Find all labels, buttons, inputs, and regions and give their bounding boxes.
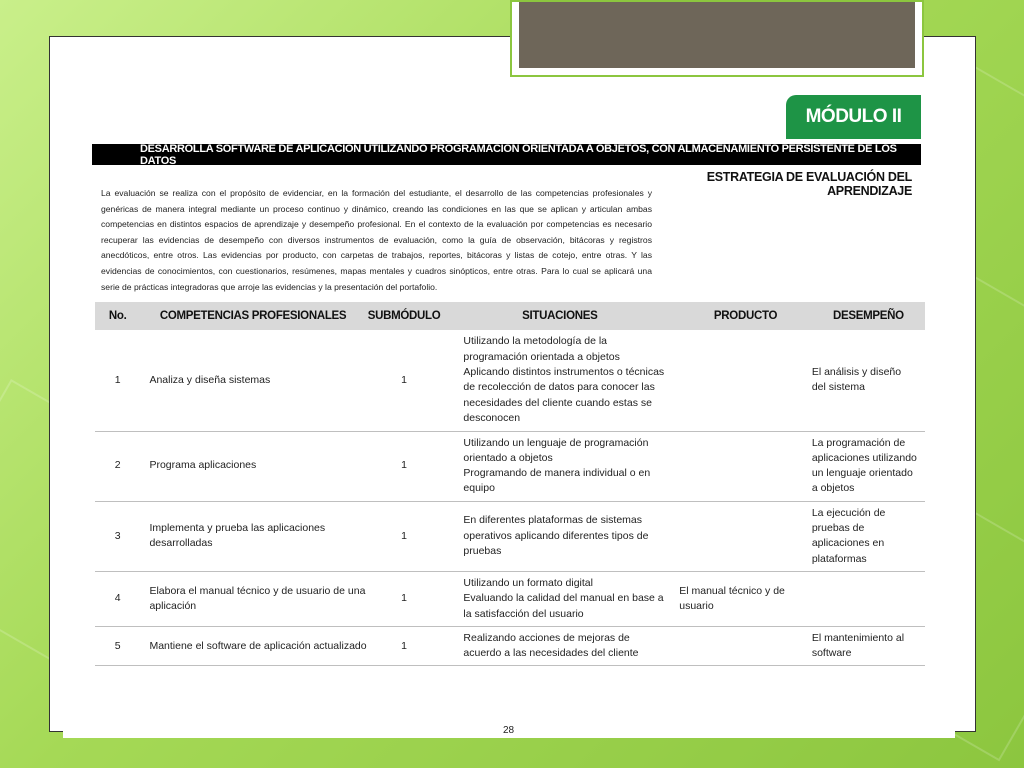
cell-no: 3 [95, 501, 140, 571]
module-tab: MÓDULO II [786, 95, 921, 139]
desempeno-line: plataformas [811, 552, 867, 565]
cell-producto [679, 330, 812, 431]
cell-submodulo: 1 [367, 330, 442, 431]
cell-submodulo: 1 [367, 626, 442, 666]
desempeno-line: del sistema [811, 381, 865, 394]
cell-desempeno [812, 431, 925, 501]
header-no: No. [95, 302, 140, 330]
situacion-line: necesidades del cliente cuando estas se [463, 396, 652, 409]
situacion-line: de recolección de datos para conocer las [463, 381, 655, 394]
section-title: ESTRATEGIA DE EVALUACIÓN DEL APRENDIZAJE [706, 170, 912, 198]
cell-no: 4 [95, 571, 140, 626]
situacion-line: Aplicando distintos instrumentos o técnicas [463, 365, 665, 378]
table-row [95, 431, 925, 501]
cell-competencia: Elabora el manual técnico y de usuario de una aplicación [140, 571, 366, 626]
situacion-line: desconocen [463, 411, 521, 424]
cell-producto [679, 626, 812, 666]
cell-desempeno [812, 626, 925, 666]
cell-producto: El manual técnico y de usuario [679, 571, 812, 626]
situacion-line: acuerdo a las necesidades del cliente [463, 647, 639, 660]
situacion-line: operativos aplicando diferentes tipos de [463, 529, 649, 542]
intro-paragraph: La evaluación se realiza con el propósito de evidenciar, en la formación del estudiante, el desarrollo de las competencias profesionales y genéricas de manera integral mediante un proceso continuo y dinámico, creando las condiciones en las que se aplican y articulan ambas competencias en distintos espacios de aprendizaje y desempeño profesional. En el contexto de la evaluación por competencias es necesario recuperar las evidencias de desempeño con diversos instrumentos de evaluación, como la guía de observación, bitácoras y registros anecdóticos, entre otros. Las evidencias por producto, con carpetas de trabajos, reportes, bitácoras y listas de cotejo, entre otras. Y las evidencias de conocimientos, con cuestionarios, resúmenes, mapas mentales y cuadros sinópticos, entre otras. Para lo cual se aplicará una serie de prácticas integradoras que arroje las evidencias y la presentación del portafolio. [101, 188, 652, 292]
header-situaciones: SITUACIONES [441, 302, 679, 330]
header-producto: PRODUCTO [679, 302, 812, 330]
cell-submodulo: 1 [367, 571, 442, 626]
cell-competencia: Analiza y diseña sistemas [140, 330, 366, 431]
situacion-line: la satisfacción del usuario [463, 607, 584, 620]
header-desempeno: DESEMPEÑO [812, 302, 925, 330]
desempeno-line: pruebas de [811, 521, 865, 534]
table-row [95, 626, 925, 666]
situacion-line: pruebas [463, 544, 502, 557]
situacion-line: programación orientada a objetos [463, 350, 620, 363]
desempeno-line: La ejecución de [811, 506, 886, 519]
situacion-line: Utilizando un formato digital [463, 576, 593, 589]
cell-no: 1 [95, 330, 140, 431]
situacion-line: Realizando acciones de mejoras de [463, 631, 630, 644]
image-frame [510, 0, 924, 77]
situacion-line: Utilizando la metodología de la [463, 335, 607, 348]
page-number: 28 [503, 725, 515, 736]
desempeno-line: La programación de [811, 436, 906, 449]
cell-producto [679, 431, 812, 501]
situacion-line: Evaluando la calidad del manual en base a [463, 592, 664, 605]
desempeno-line: software [811, 647, 852, 660]
cell-competencia: Mantiene el software de aplicación actualizado [140, 626, 366, 666]
desempeno-line: a objetos [811, 482, 855, 495]
desempeno-line: aplicaciones en [811, 537, 885, 550]
cell-situaciones [441, 571, 679, 626]
cell-competencia: Programa aplicaciones [140, 431, 366, 501]
desempeno-line: El análisis y diseño [811, 365, 902, 378]
table-row [95, 501, 925, 571]
cell-situaciones [441, 330, 679, 431]
desempeno-line: un lenguaje orientado [811, 467, 913, 480]
cell-situaciones [441, 626, 679, 666]
situacion-line: orientado a objetos [463, 451, 553, 464]
cell-no: 2 [95, 431, 140, 501]
header-competencias: COMPETENCIAS PROFESIONALES [140, 302, 366, 330]
table-row [95, 571, 925, 626]
cell-submodulo: 1 [367, 501, 442, 571]
cell-situaciones [441, 501, 679, 571]
cell-submodulo: 1 [367, 431, 442, 501]
header-image [519, 2, 915, 68]
cell-situaciones [441, 431, 679, 501]
situacion-line: equipo [463, 482, 495, 495]
cell-desempeno [812, 571, 925, 626]
module-banner: DESARROLLA SOFTWARE DE APLICACIÓN UTILIZANDO PROGRAMACIÓN ORIENTADA A OBJETOS, CON ALMACENAMIENTO PERSISTENTE DE LOS DATOS [92, 144, 921, 165]
situacion-line: En diferentes plataformas de sistemas [463, 514, 642, 527]
cell-competencia: Implementa y prueba las aplicaciones desarrolladas [140, 501, 366, 571]
desempeno-line: aplicaciones utilizando [811, 451, 917, 464]
cell-desempeno [812, 330, 925, 431]
table-header-row [95, 302, 925, 330]
cell-desempeno [812, 501, 925, 571]
evaluation-table [95, 302, 925, 666]
header-submodulo: SUBMÓDULO [367, 302, 442, 330]
cell-producto [679, 501, 812, 571]
cell-no: 5 [95, 626, 140, 666]
situacion-line: Programando de manera individual o en [463, 467, 651, 480]
desempeno-line: El mantenimiento al [811, 631, 905, 644]
table-row [95, 330, 925, 431]
situacion-line: Utilizando un lenguaje de programación [463, 436, 649, 449]
